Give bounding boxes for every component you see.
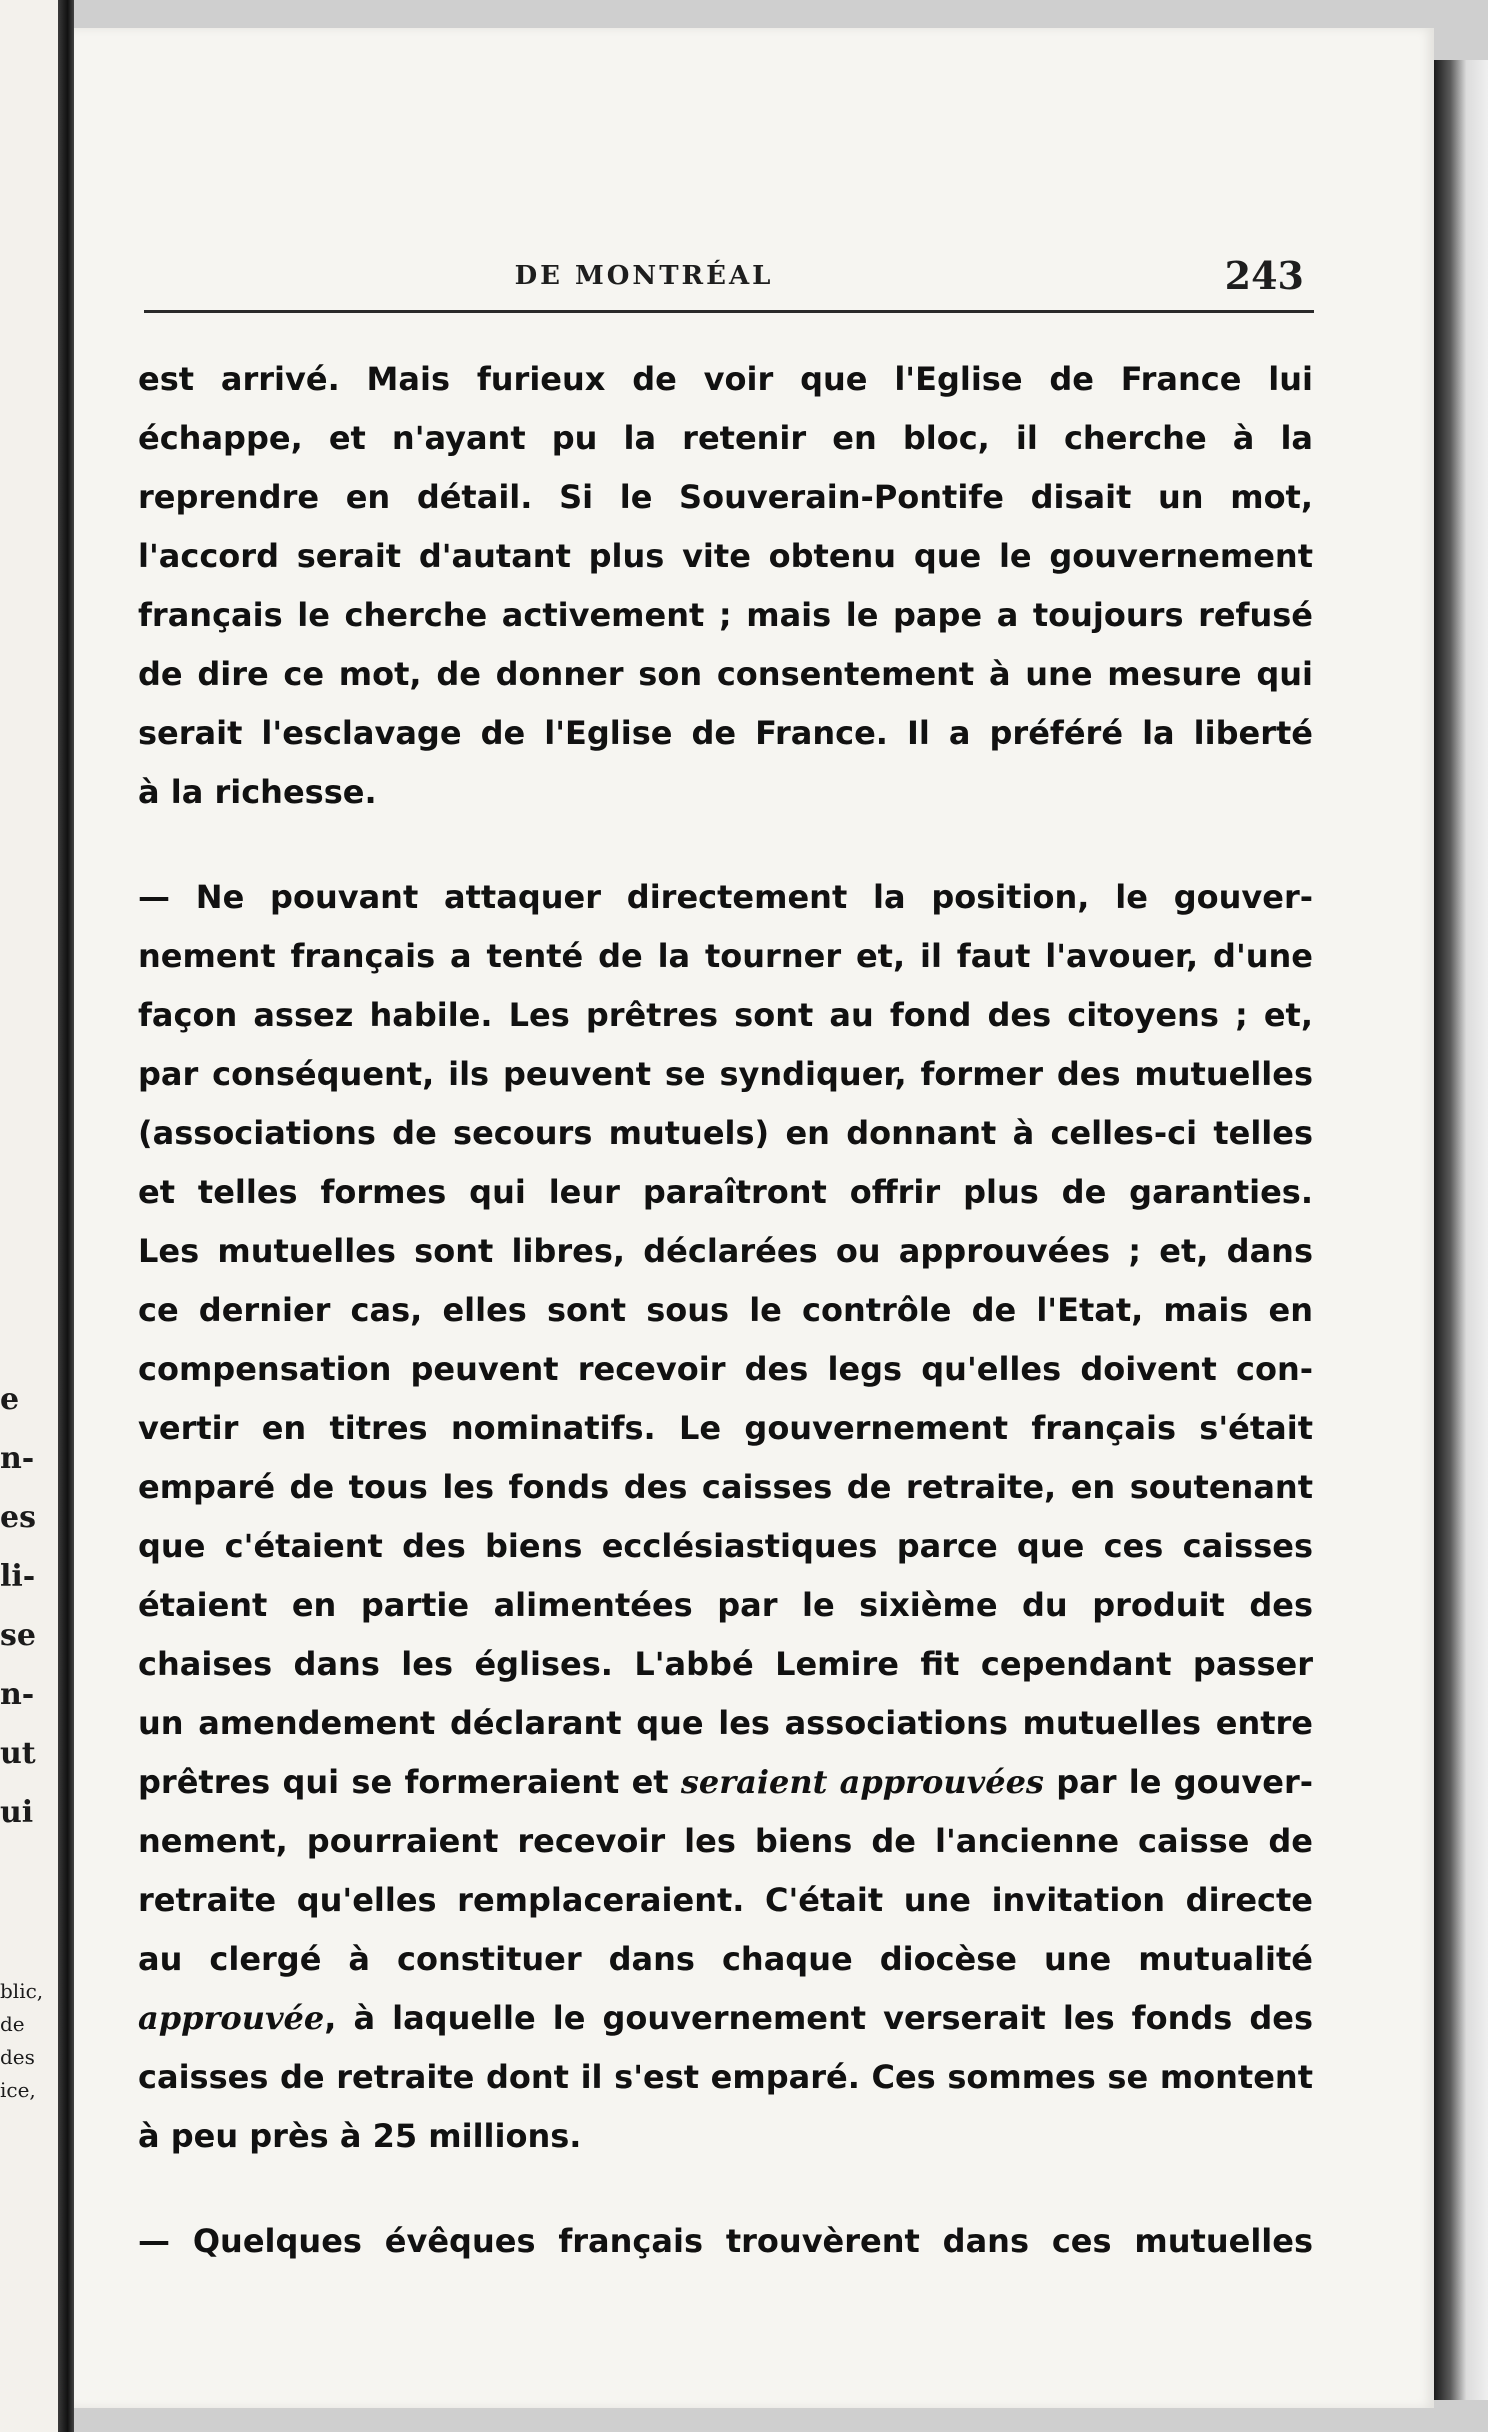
text-line: chaises dans les églises. L'abbé Lemire fit cependant passer [138,1645,1313,1683]
running-title: DE MONTRÉAL [514,261,774,291]
text-line-with-italic [138,1753,1313,1812]
text-line: — Ne pouvant attaquer directement la position, le gouver- [138,878,1313,916]
note-fragment: blic, [0,1979,44,2003]
italic-segment: approuvée [138,1999,325,2037]
fragment: n- [0,1441,35,1476]
text-line-with-italic [138,1989,1313,2048]
text-line: à la richesse. [138,773,377,811]
text-segment: prêtres qui se formeraient et [138,1763,681,1801]
text-line: — Quelques évêques français trouvèrent dans ces mutuelles [138,2222,1313,2260]
book-page [74,28,1434,2408]
page-edge-right [1434,60,1488,2400]
text-line: retraite qu'elles remplaceraient. C'était une invitation directe [138,1881,1313,1919]
text-line: compensation peuvent recevoir des legs qu'elles doivent con- [138,1350,1313,1388]
text-line: l'accord serait d'autant plus vite obtenu que le gouvernement [138,537,1313,575]
previous-page-fragments [0,1370,56,1842]
text-line: et telles formes qui leur paraîtront offrir plus de garanties. [138,1173,1313,1211]
text-line: un amendement déclarant que les associations mutuelles entre [138,1704,1313,1742]
text-line: est arrivé. Mais furieux de voir que l'Eglise de France lui [138,360,1313,398]
text-line: emparé de tous les fonds des caisses de retraite, en soutenant [138,1468,1313,1506]
fragment: es [0,1500,36,1535]
text-line: étaient en partie alimentées par le sixième du produit des [138,1586,1313,1624]
text-segment: , à laquelle le gouvernement verserait les fonds des [324,1999,1313,2037]
text-line: français le cherche activement ; mais le pape a toujours refusé [138,596,1313,634]
text-line: que c'étaient des biens ecclésiastiques parce que ces caisses [138,1527,1313,1565]
text-line: façon assez habile. Les prêtres sont au fond des citoyens ; et, [138,996,1313,1034]
text-line: nement français a tenté de la tourner et, il faut l'avouer, d'une [138,937,1313,975]
fragment: ui [0,1795,34,1830]
text-line: échappe, et n'ayant pu la retenir en bloc, il cherche à la [138,419,1313,457]
fragment: se [0,1618,36,1653]
text-line: Les mutuelles sont libres, déclarées ou approuvées ; et, dans [138,1232,1313,1270]
text-line: nement, pourraient recevoir les biens de l'ancienne caisse de [138,1822,1313,1860]
paragraph-1 [138,350,1313,822]
note-fragment: ice, [0,2078,36,2102]
text-line: (associations de secours mutuels) en donnant à celles-ci telles [138,1114,1313,1152]
text-line: au clergé à constituer dans chaque diocèse une mutualité [138,1940,1313,1978]
note-fragment: de [0,2012,25,2036]
paragraph-3 [138,2212,1313,2271]
text-line: vertir en titres nominatifs. Le gouvernement français s'était [138,1409,1313,1447]
text-line: à peu près à 25 millions. [138,2117,582,2155]
fragment: ut [0,1736,36,1771]
text-segment: par le gouver- [1043,1763,1314,1801]
previous-page-edge [0,0,60,2432]
book-gutter [58,0,74,2432]
text-line: de dire ce mot, de donner son consentement à une mesure qui [138,655,1313,693]
fragment: n- [0,1677,35,1712]
text-line: reprendre en détail. Si le Souverain-Pontife disait un mot, [138,478,1313,516]
italic-segment: seraient approuvées [680,1763,1044,1801]
paragraph-2 [138,868,1313,2166]
running-head [144,243,1304,303]
page-number: 243 [1224,253,1304,298]
text-line: ce dernier cas, elles sont sous le contrôle de l'Etat, mais en [138,1291,1313,1329]
note-fragment: des [0,2045,35,2069]
previous-page-notes [0,1975,56,2107]
header-rule [144,310,1314,313]
text-line: caisses de retraite dont il s'est emparé. Ces sommes se montent [138,2058,1313,2096]
text-line: serait l'esclavage de l'Eglise de France. Il a préféré la liberté [138,714,1313,752]
body-text [138,350,1313,2271]
text-line: par conséquent, ils peuvent se syndiquer, former des mutuelles [138,1055,1313,1093]
fragment: li- [0,1559,36,1594]
fragment: e [0,1382,20,1417]
